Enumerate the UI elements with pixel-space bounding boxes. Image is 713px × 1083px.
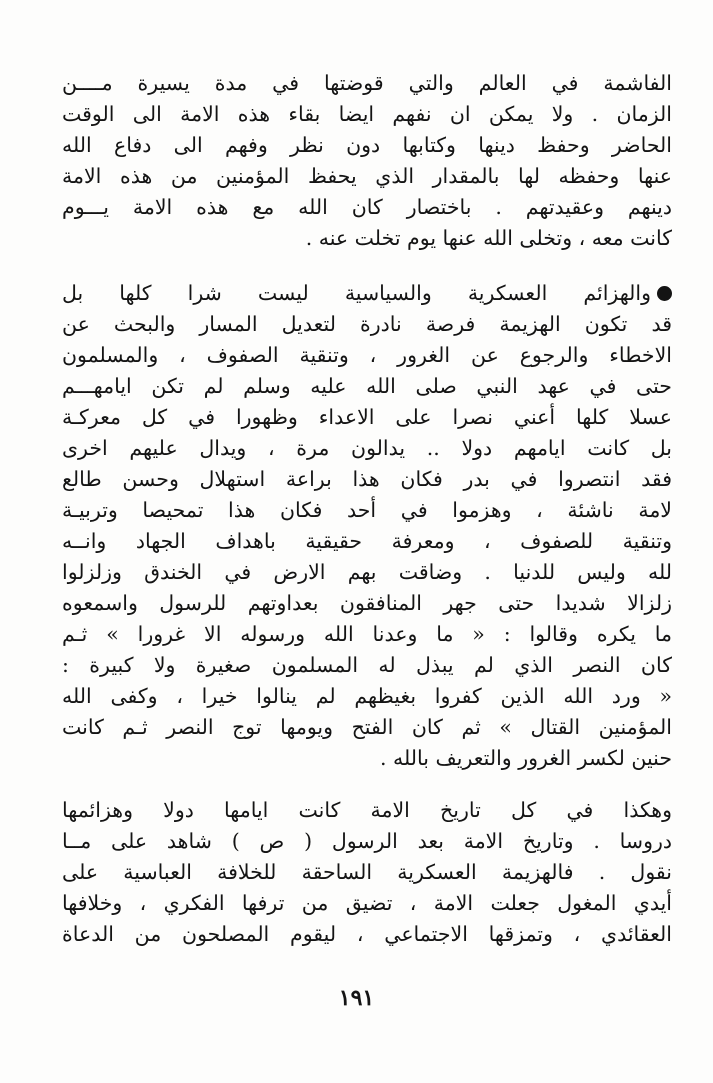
text-line: الحاضر وحفظ دينها وكتابها دون نظر وفهم الى دفاع الله	[62, 133, 672, 157]
text-line: لامة ناشئة ، وهزموا في أحد فكان هذا تمحيصا وتربيـة	[62, 498, 672, 522]
text-line: فقد انتصروا في بدر فكان هذا براعة استهلال وحسن طالع	[62, 467, 672, 491]
paragraph-1	[62, 68, 672, 254]
text-line: حتى في عهد النبي صلى الله عليه وسلم لم تكن ايامهـــم	[62, 374, 672, 398]
text-line: المؤمنين القتال » ثم كان الفتح ويومها توج النصر ثـم كانت	[62, 715, 672, 739]
text-line: « ورد الله الذين كفروا بغيظهم لم ينالوا خيرا ، وكفى الله	[62, 684, 672, 708]
text-line: دينهم وعقيدتهم . باختصار كان الله مع هذه الامة يـــوم	[62, 195, 672, 219]
text-line: ما يكره وقالوا : « ما وعدنا الله ورسوله الا غرورا » ثـم	[62, 622, 672, 646]
text-line: أيدي المغول جعلت الامة ، تضيق من ترفها الفكري ، وخلافها	[62, 891, 672, 915]
text-line: بل كانت ايامهم دولا .. يدالون مرة ، ويدال عليهم اخرى	[62, 436, 672, 460]
text-line: الفاشمة في العالم والتي قوضتها في مدة يسيرة مــــن	[62, 71, 672, 95]
text-line: قد تكون الهزيمة فرصة نادرة لتعديل المسار والبحث عن	[62, 312, 672, 336]
text-line-content: والهزائم العسكرية والسياسية ليست شرا كلها بل	[62, 281, 651, 305]
text-line: العقائدي ، وتمزقها الاجتماعي ، ليقوم المصلحون من الدعاة	[62, 922, 672, 946]
text-line: عنها وحفظه لها بالمقدار الذي يحفظ المؤمنين من هذه الامة	[62, 164, 672, 188]
text-line: كانت معه ، وتخلى الله عنها يوم تخلت عنه .	[305, 226, 672, 250]
paragraph-2	[62, 278, 672, 774]
bullet-icon	[657, 286, 672, 301]
text-line: نقول . فالهزيمة العسكرية الساحقة للخلافة العباسية على	[62, 860, 672, 884]
text-line: حنين لكسر الغرور والتعريف بالله .	[380, 746, 672, 770]
text-line: زلزالا شديدا حتى جهر المنافقون بعداوتهم للرسول واسمعوه	[62, 591, 672, 615]
text-line: كان النصر الذي لم يبذل له المسلمون صغيرة ولا كبيرة :	[62, 653, 672, 677]
text-line: لله وليس للدنيا . وضاقت بهم الارض في الخندق وزلزلوا	[62, 560, 672, 584]
text-line: الزمان . ولا يمكن ان نفهم ايضا بقاء هذه الامة الى الوقت	[62, 102, 672, 126]
text-line: وهكذا في كل تاريخ الامة كانت ايامها دولا وهزائمها	[62, 798, 672, 822]
text-line: وتنقية للصفوف ، ومعرفة حقيقية باهداف الجهاد وانــه	[62, 529, 672, 553]
text-line: عسلا كلها أعني نصرا على الاعداء وظهورا في كل معركـة	[62, 405, 672, 429]
paragraph-3	[62, 795, 672, 950]
text-line: دروسا . وتاريخ الامة بعد الرسول ( ص ) شاهد على مــا	[62, 829, 672, 853]
text-line-first	[62, 278, 672, 309]
text-line: الاخطاء والرجوع عن الغرور ، وتنقية الصفوف ، والمسلمون	[62, 343, 672, 367]
page-number: ١٩١	[338, 985, 375, 1011]
